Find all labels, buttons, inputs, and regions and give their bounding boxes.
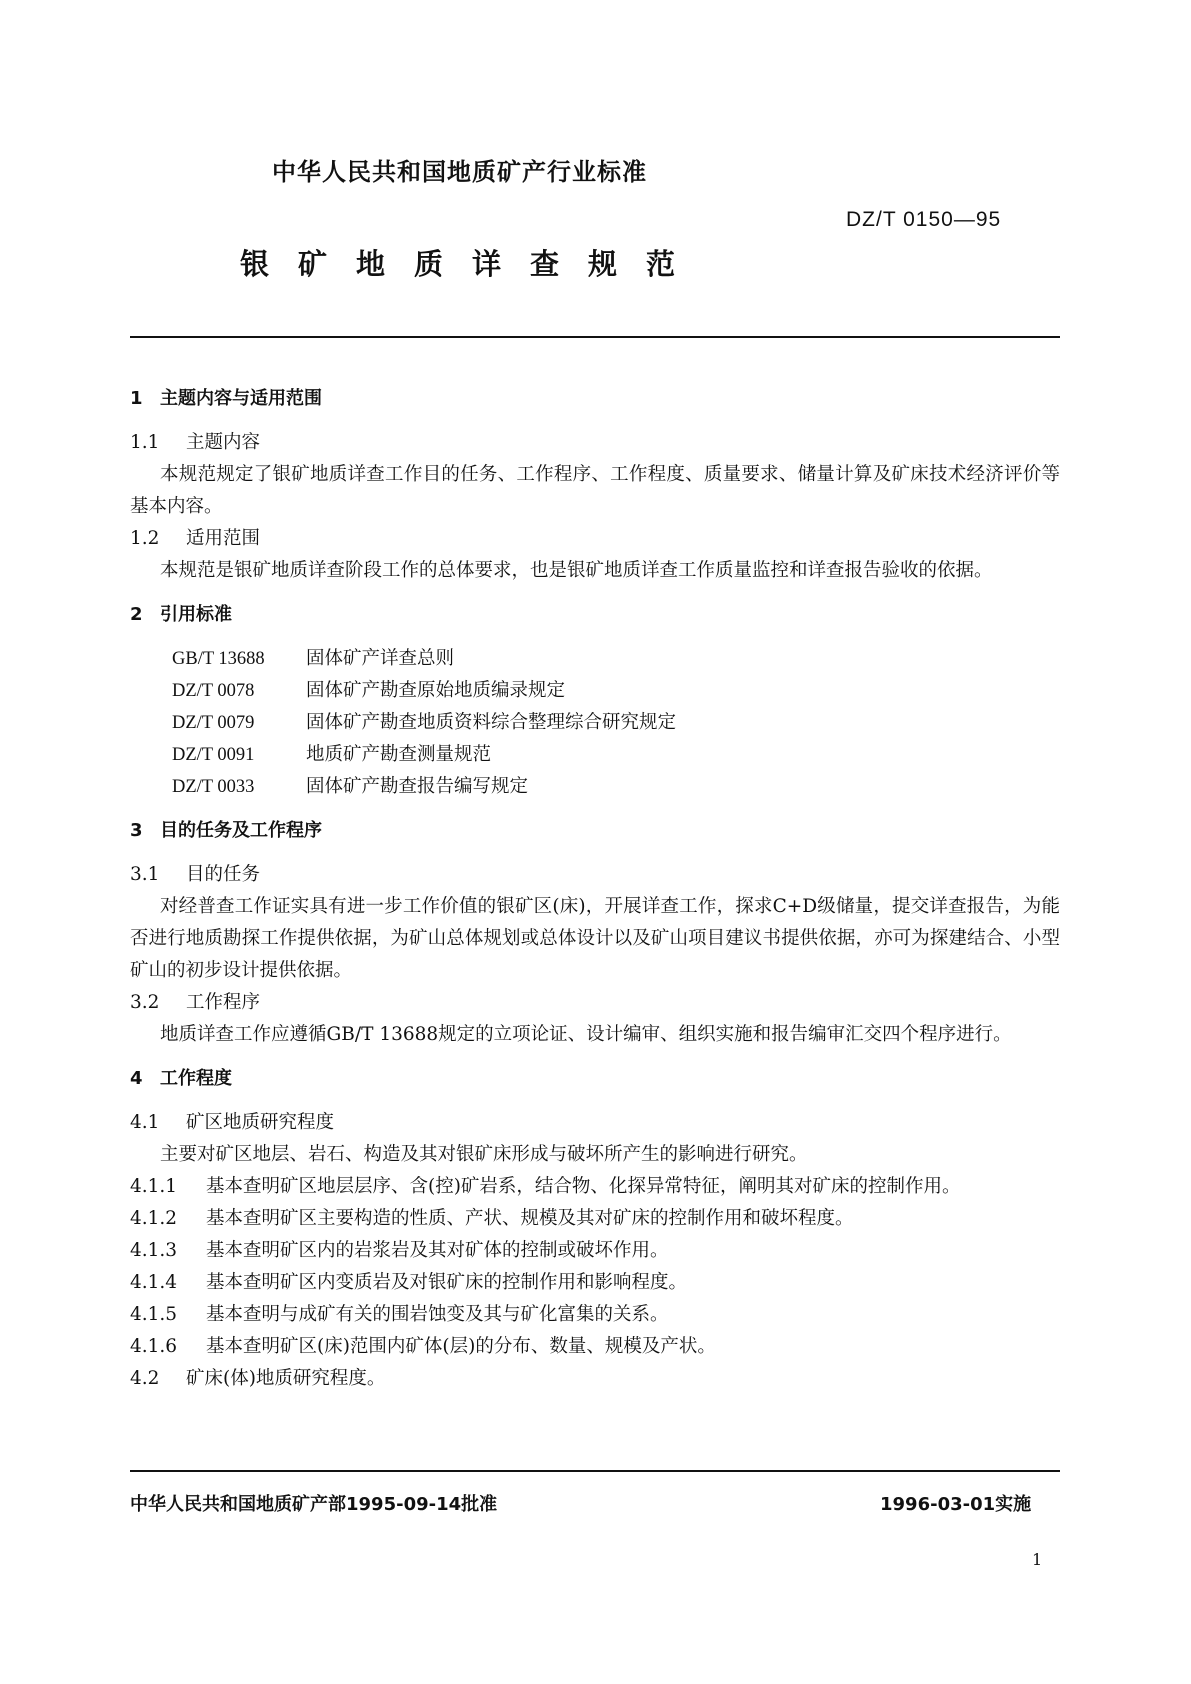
clause-number: 4.1.1 (130, 1176, 178, 1197)
section-heading (130, 1063, 1060, 1095)
document-title: 银矿地质详查规范 (240, 247, 705, 281)
reference-item (130, 675, 1060, 707)
approval-statement: 中华人民共和国地质矿产部1995-09-14批准 (130, 1494, 498, 1515)
section-heading (130, 383, 1060, 415)
paragraph: 地质详查工作应遵循GB/T 13688规定的立项论证、设计编审、组织实施和报告编审汇交四个程序进行。 (160, 1024, 1012, 1045)
clause-text: 基本查明矿区主要构造的性质、产状、规模及其对矿床的控制作用和破坏程度。 (206, 1208, 854, 1229)
page-number: 1 (1032, 1550, 1043, 1569)
reference-code: DZ/T 0078 (172, 681, 255, 701)
reference-code: DZ/T 0033 (172, 777, 255, 797)
section-title: 工作程度 (160, 1068, 232, 1089)
section-number: 4 (130, 1068, 143, 1089)
subsection-heading (130, 859, 1060, 891)
subsection-number: 1.2 (130, 528, 160, 549)
section-number: 2 (130, 604, 143, 625)
subsection-heading (130, 1107, 1060, 1139)
section-title: 目的任务及工作程序 (160, 820, 322, 841)
reference-title: 固体矿产勘查原始地质编录规定 (306, 680, 566, 701)
reference-code: GB/T 13688 (172, 649, 265, 669)
subsection-number: 3.2 (130, 992, 160, 1013)
clause-number: 4.1.2 (130, 1208, 178, 1229)
paragraph: 对经普查工作证实具有进一步工作价值的银矿区(床)，开展详查工作，探求C+D级储量，提交详查报告，为能否进行地质勘探工作提供依据，为矿山总体规划或总体设计以及矿山项目建议书提供依据，亦可为探建结合、小型矿山的初步设计提供依据。 (130, 896, 1060, 981)
subsection-title: 适用范围 (186, 528, 261, 549)
clause-item (130, 1331, 1060, 1363)
paragraph: 本规范规定了银矿地质详查工作目的任务、工作程序、工作程度、质量要求、储量计算及矿床技术经济评价等基本内容。 (130, 464, 1060, 517)
clause-text: 基本查明矿区(床)范围内矿体(层)的分布、数量、规模及产状。 (206, 1336, 716, 1357)
footer-divider (130, 1470, 1060, 1472)
clause-number: 4.1.6 (130, 1336, 178, 1357)
clause-text: 基本查明矿区内的岩浆岩及其对矿体的控制或破坏作用。 (206, 1240, 669, 1261)
subsection-heading (130, 1363, 1060, 1395)
clause-number: 4.1.4 (130, 1272, 178, 1293)
clause-text: 基本查明矿区内变质岩及对银矿床的控制作用和影响程度。 (206, 1272, 688, 1293)
paragraph: 本规范是银矿地质详查阶段工作的总体要求，也是银矿地质详查工作质量监控和详查报告验收的依据。 (160, 560, 993, 581)
subsection-title: 矿区地质研究程度 (186, 1112, 335, 1133)
header-divider (130, 336, 1060, 338)
subsection-title: 矿床(体)地质研究程度。 (186, 1368, 386, 1389)
clause-item (130, 1235, 1060, 1267)
clause-item (130, 1267, 1060, 1299)
reference-item (130, 643, 1060, 675)
section-number: 1 (130, 388, 143, 409)
subsection-number: 3.1 (130, 864, 160, 885)
clause-text: 基本查明与成矿有关的围岩蚀变及其与矿化富集的关系。 (206, 1304, 669, 1325)
clause-item (130, 1171, 1060, 1203)
effective-date: 1996-03-01实施 (880, 1494, 1032, 1515)
clause-item (130, 1299, 1060, 1331)
reference-item (130, 707, 1060, 739)
reference-code: DZ/T 0091 (172, 745, 255, 765)
paragraph: 主要对矿区地层、岩石、构造及其对银矿床形成与破坏所产生的影响进行研究。 (160, 1144, 808, 1165)
subsection-number: 4.1 (130, 1112, 160, 1133)
reference-title: 固体矿产勘查报告编写规定 (306, 776, 529, 797)
reference-title: 地质矿产勘查测量规范 (306, 744, 492, 765)
section-title: 引用标准 (160, 604, 232, 625)
section-heading (130, 815, 1060, 847)
subsection-number: 4.2 (130, 1368, 160, 1389)
subsection-title: 主题内容 (186, 432, 261, 453)
clause-number: 4.1.5 (130, 1304, 178, 1325)
reference-code: DZ/T 0079 (172, 713, 255, 733)
issuing-authority: 中华人民共和国地质矿产行业标准 (272, 158, 647, 186)
reference-item (130, 771, 1060, 803)
standard-code: DZ/T 0150—95 (846, 208, 1002, 231)
clause-number: 4.1.3 (130, 1240, 178, 1261)
subsection-heading (130, 987, 1060, 1019)
section-title: 主题内容与适用范围 (160, 388, 322, 409)
reference-item (130, 739, 1060, 771)
subsection-title: 目的任务 (186, 864, 261, 885)
subsection-title: 工作程序 (186, 992, 261, 1013)
document-body (130, 383, 1060, 1395)
subsection-heading (130, 427, 1060, 459)
reference-title: 固体矿产勘查地质资料综合整理综合研究规定 (306, 712, 677, 733)
subsection-number: 1.1 (130, 432, 160, 453)
subsection-heading (130, 523, 1060, 555)
clause-text: 基本查明矿区地层层序、含(控)矿岩系，结合物、化探异常特征，阐明其对矿床的控制作用。 (206, 1176, 961, 1197)
clause-item (130, 1203, 1060, 1235)
reference-title: 固体矿产详查总则 (306, 648, 455, 669)
section-number: 3 (130, 820, 143, 841)
section-heading (130, 599, 1060, 631)
